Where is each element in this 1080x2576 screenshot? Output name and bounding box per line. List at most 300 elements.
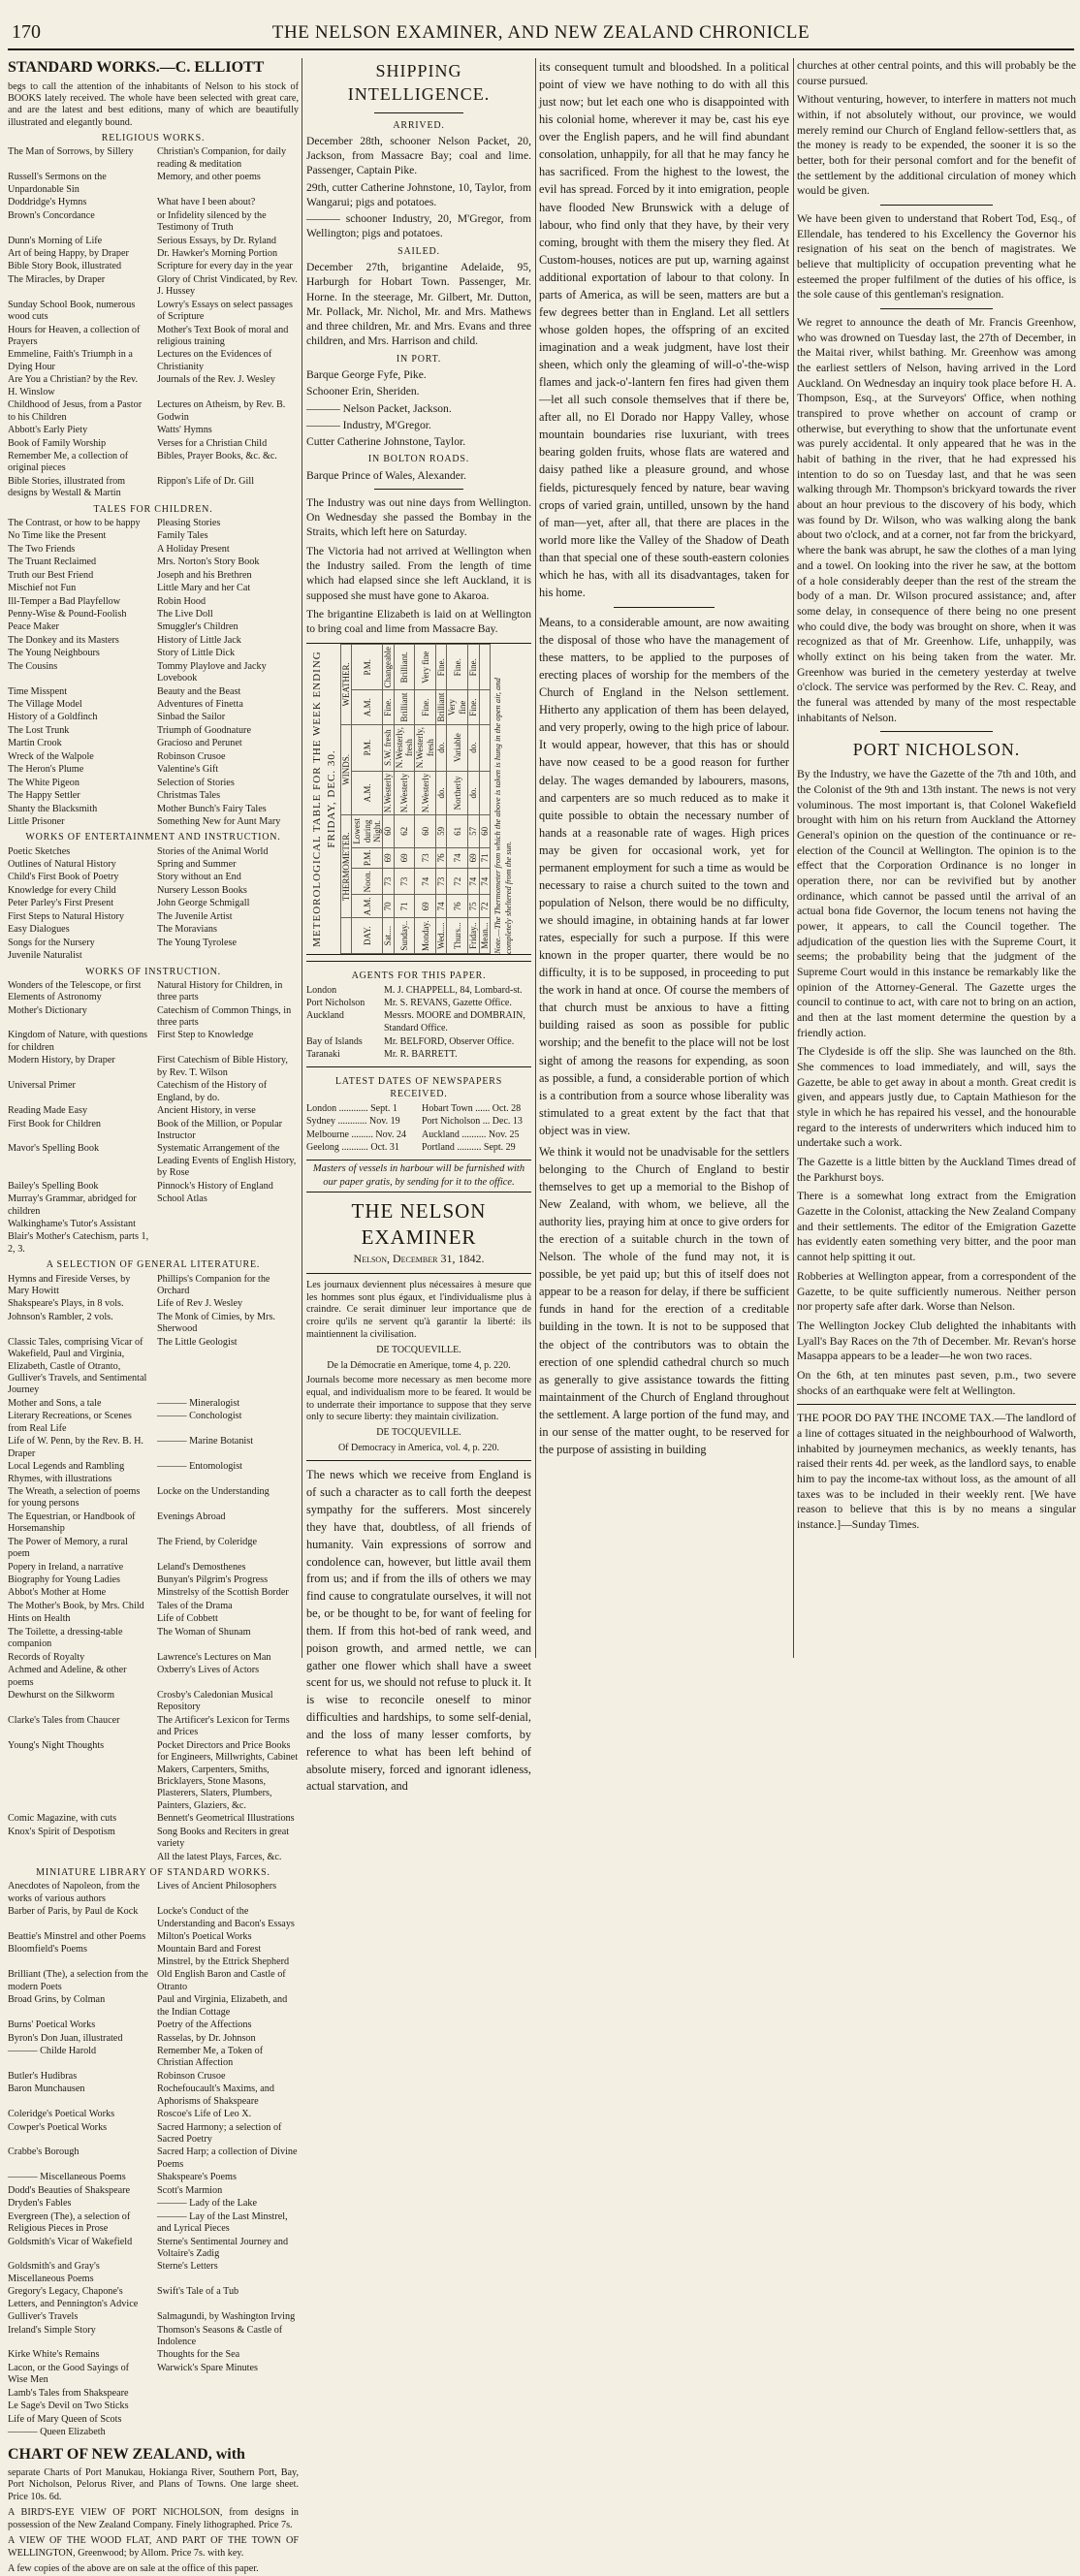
list-entry: Little Prisoner xyxy=(8,815,65,827)
agents-box xyxy=(306,961,531,1061)
list-entry: The Monk of Cimies, by Mrs. Sherwood xyxy=(157,1311,275,1335)
list-entry: Reading Made Easy xyxy=(8,1105,88,1117)
table-cell: Very fine xyxy=(415,644,436,690)
arrived-heading: ARRIVED. xyxy=(393,119,445,131)
list-entry: Hours for Heaven, a collection of Prayers xyxy=(8,324,141,348)
list-entry xyxy=(157,1231,299,1256)
list-entry: Dodd's Beauties of Shakspeare xyxy=(8,2184,131,2196)
list-paragraph: ——— Industry, M'Gregor. xyxy=(306,418,431,431)
list-entry: Melbourne ......... Nov. 24 xyxy=(306,1129,406,1140)
list-entry: ——— Queen Elizabeth xyxy=(8,2427,106,2438)
list-entry: All the latest Plays, Farces, &c. xyxy=(157,1851,282,1862)
list-entry: The Friend, by Coleridge xyxy=(157,1536,257,1547)
list-entry: The Contrast, or how to be happy xyxy=(8,517,141,528)
list-entry: Mother and Sons, a tale xyxy=(8,1397,102,1409)
list-entry: The Power of Memory, a rural poem xyxy=(8,1536,128,1560)
list-entry: Pocket Directors and Price Books for Engineers, Millwrights, Cabinet Makers, Carpenters, Smiths, Bricklayers, Stone Masons, Plasterers, Slaters, Plumbers, Painters, Glaziers, &c. xyxy=(157,1739,299,1811)
list-entry: Truth our Best Friend xyxy=(8,569,94,581)
table-cell: do. xyxy=(436,724,447,771)
list-entry: Sacred Harmony; a selection of Sacred Poetry xyxy=(157,2121,282,2146)
table-cell: Sunday.. xyxy=(394,917,415,953)
list-entry: Old English Baron and Castle of Otranto xyxy=(157,1969,286,1992)
divider xyxy=(306,1273,531,1274)
list-entry: Brilliant (The), a selection from the modern Poets xyxy=(8,1969,148,1992)
meteo-header-row xyxy=(352,644,383,953)
table-row xyxy=(383,644,394,953)
list-entry: Popery in Ireland, a narrative xyxy=(8,1561,124,1573)
table-cell: 57 xyxy=(468,814,479,846)
list-entry: Local Legends and Rambling Rhymes, with illustrations xyxy=(8,1461,125,1484)
plan-text: A VIEW OF THE WOOD FLAT, AND PART OF THE TOWN OF WELLINGTON, Greenwood; by Allom. Price 7s. with key. xyxy=(8,2535,299,2559)
list-entry: Childhood of Jesus, from a Pastor to his Children xyxy=(8,399,143,423)
list-entry: Sterne's Letters xyxy=(157,2261,218,2273)
port-nicholson-paragraph-2: The Clydeside is off the slip. She was launched on the 8th. She commences to load immediately, and will, says the Gazette, be able to get away in about a month. Great credit is given, and appears justly due, to Captain Mathieson for the style in which he has repaired his vessel, and the honourable regard to the interests of underwriters which induced him to undertake such a work. xyxy=(797,1045,1076,1150)
list-entry xyxy=(157,2427,299,2438)
list-entry: Mrs. Norton's Story Book xyxy=(157,557,260,568)
port-nicholson-paragraph-7: On the 6th, at ten minutes past seven, p.m., two severe shocks of an earthquake were felt at Wellington. xyxy=(797,1368,1076,1397)
agent-place: Bay of Islands xyxy=(306,1035,363,1047)
list-entry: Blair's Mother's Catechism, parts 1, 2, 3. xyxy=(8,1231,149,1255)
list-entry: Life of Cobbett xyxy=(157,1613,218,1625)
list-entry: Lamb's Tales from Shakspeare xyxy=(8,2387,129,2399)
list-entry: Something New for Aunt Mary xyxy=(157,815,281,827)
list-entry: Burns' Poetical Works xyxy=(8,2019,96,2031)
list-entry: Stories of the Animal World xyxy=(157,845,269,857)
agent-name: Messrs. MOORE and DOMBRAIN, Standard Office. xyxy=(384,1010,525,1034)
list-entry: Lowry's Essays on select passages of Scripture xyxy=(157,299,293,323)
table-cell: do. xyxy=(468,771,479,815)
list-paragraph: December 28th, schooner Nelson Packet, 20, Jackson, from Massacre Bay; coal and lime. Passenger, Captain Pike. xyxy=(306,134,531,177)
list-entry: Verses for a Christian Child xyxy=(157,437,268,449)
table-cell: 61 xyxy=(447,814,468,846)
list-entry: Christmas Tales xyxy=(157,790,221,802)
entertainment-heading: WORKS OF ENTERTAINMENT AND INSTRUCTION. xyxy=(25,832,281,843)
birdseye-text: A BIRD'S-EYE VIEW OF PORT NICHOLSON, from designs in possession of the New Zealand Company. Finely lithographed. Price 7s. xyxy=(8,2507,299,2530)
list-entry xyxy=(157,2401,299,2412)
list-entry: Beattie's Minstrel and other Poems xyxy=(8,1931,146,1943)
list-entry: Art of being Happy, by Draper xyxy=(8,247,129,259)
list-entry: Evenings Abroad xyxy=(157,1511,226,1522)
list-entry: Are You a Christian? by the Rev. H. Winslow xyxy=(8,374,139,398)
dates-list xyxy=(306,1102,531,1154)
list-entry: Ancient History, in verse xyxy=(157,1105,256,1117)
table-cell: Northerly xyxy=(447,771,468,815)
list-entry: Song Books and Reciters in great variety xyxy=(157,1826,290,1850)
list-entry: Lacon, or the Good Sayings of Wise Men xyxy=(8,2362,130,2386)
table-cell: Sat.... xyxy=(383,917,394,953)
list-entry: Mavor's Spelling Book xyxy=(8,1143,100,1155)
sailed-list xyxy=(306,260,531,349)
meteo-column-header: A.M. xyxy=(352,690,383,724)
list-entry: Family Tales xyxy=(157,530,208,542)
list-entry: Remember Me, a Token of Christian Affection xyxy=(157,2045,264,2069)
meteorological-table xyxy=(306,643,531,955)
meteorological-table-rotated xyxy=(306,644,531,954)
list-entry: Juvenile Naturalist xyxy=(8,950,82,962)
quote-french: Les journaux deviennent plus nécessaires à mesure que les hommes sont plus égaux, et l'individualisme plus à craindre. Ce serait diminuer leur importance que de croire qu'ils ne servent qu'à garantir la liberté: ils maintiennent la civilisation. xyxy=(306,1279,531,1340)
chart-text: separate Charts of Port Manukau, Hokianga River, Southern Port, Bay, Port Nicholson, Pelorus River, and Plans of Towns. One large sheet. Price 10s. 6d. xyxy=(8,2467,299,2502)
arrived-list xyxy=(306,134,531,241)
list-entry: The Live Doll xyxy=(157,608,213,620)
list-entry: The Two Friends xyxy=(8,543,76,555)
list-entry: The Truant Reclaimed xyxy=(8,557,97,568)
port-nicholson-paragraph-5: Robberies at Wellington appear, from a correspondent of the Gazette, to be quite sufficiently numerous. Neither person nor property safe after dark. Worse than Nelson. xyxy=(797,1269,1076,1314)
list-entry: London ............ Sept. 1 xyxy=(306,1103,397,1115)
table-cell: Variable xyxy=(447,724,468,771)
table-cell: Brilliant. xyxy=(394,644,415,690)
dateline: Nelson, December 31, 1842. xyxy=(353,1252,485,1266)
dates-title: LATEST DATES OF NEWSPAPERS RECEIVED. xyxy=(334,1075,503,1100)
table-row xyxy=(394,644,415,953)
editorial-paragraph-1: its consequent tumult and bloodshed. In a political point of view we have nothing to do with all this just now; but let each one who is disappointed with his colonial home, wherever it may be, cast his eye over the English papers, and he will find abundant consolation, unhappily, for all that he may fancy he has sacrificed. From the highest to the lowest, the evil has spread. Forced by it into emigration, people have flooded New Brunswick with a deluge of labour, who find only that they have, by their very coming, brought with them the misery they fled. At Custom-houses, notices are put up, warning against additional exportation of labour to that colony. In parts of America, as will be seen, matters are but a few degrees better than in England. Let all settlers whose golden hopes, the offspring of an excited imagination and a weak judgment, have lost their sheen, which only the gleaming of will-o'-the-wisp flames and jack-o'-lantern fen fires had given them—let all such console themselves that if there be, after all, no El Dorado nor Happy Valley, whose mountain boundaries rise luxuriant, with trees bearing golden fruits, whose flats are watered and daisy pathed like a pleasure ground, and whose fields, picturesquely fenced by nature, bear waving crops of varied grain, untilled, unsown by the hand of man—yet, after all, that there are places in the world more like the Valley of the Shadow of Death than that special one of these south-eastern colonies which he has, with all its disadvantages, taken for his home. xyxy=(539,60,789,599)
list-entry: Valentine's Gift xyxy=(157,764,219,776)
list-entry: Catechism of Common Things, in three parts xyxy=(157,1004,292,1029)
list-entry: Mother's Dictionary xyxy=(8,1004,87,1016)
table-cell: 73 xyxy=(415,847,436,869)
list-entry: Bible Story Book, illustrated xyxy=(8,261,122,272)
table-row xyxy=(468,644,479,953)
list-entry: The Young Tyrolese xyxy=(157,937,238,948)
list-entry: Book of Family Worship xyxy=(8,437,107,449)
list-entry: Knox's Spirit of Despotism xyxy=(8,1826,115,1837)
news-paragraph-1: churches at other central points, and this will probably be the course pursued. xyxy=(797,59,1076,87)
table-cell: 69 xyxy=(468,847,479,869)
list-entry: Swift's Tale of a Tub xyxy=(157,2286,239,2298)
list-entry xyxy=(8,1852,149,1863)
poor-tax-paragraph xyxy=(797,1411,1076,1532)
list-entry: Port Nicholson ... Dec. 13 xyxy=(422,1116,523,1128)
list-entry: Beauty and the Beast xyxy=(157,685,241,697)
table-cell: Very fine xyxy=(447,690,468,724)
meteo-column-header: P.M. xyxy=(352,724,383,771)
agent-name: Mr. S. REVANS, Gazette Office. xyxy=(384,997,512,1008)
divider xyxy=(880,308,992,309)
divider xyxy=(306,1460,531,1461)
agent-name: M. J. CHAPPELL, 84, Lombard-st. xyxy=(384,984,523,996)
list-entry: Mountain Bard and Forest Minstrel, by the Ettrick Shepherd xyxy=(157,1944,290,1967)
list-entry: Triumph of Goodnature xyxy=(157,724,251,736)
list-entry: Bailey's Spelling Book xyxy=(8,1180,99,1192)
list-entry: Journals of the Rev. J. Wesley xyxy=(157,374,275,386)
meteo-body xyxy=(383,644,490,953)
list-entry: The Woman of Shunam xyxy=(157,1626,251,1638)
list-entry: First Steps to Natural History xyxy=(8,910,124,922)
agents-list xyxy=(306,984,531,1061)
list-entry: The Mother's Book, by Mrs. Child xyxy=(8,1600,144,1611)
divider xyxy=(374,489,464,490)
list-entry: Goldsmith's Vicar of Wakefield xyxy=(8,2236,133,2247)
list-entry: ——— Conchologist xyxy=(157,1411,242,1422)
list-entry: Wreck of the Walpole xyxy=(8,750,94,762)
list-entry: Time Misspent xyxy=(8,685,68,697)
list-entry: Crabbe's Borough xyxy=(8,2147,79,2158)
divider xyxy=(614,607,714,608)
list-entry: Pleasing Stories xyxy=(157,517,221,528)
list-entry: Byron's Don Juan, illustrated xyxy=(8,2032,123,2044)
table-row xyxy=(436,644,447,953)
quote-english-author: DE TOCQUEVILLE. xyxy=(376,1427,461,1439)
list-entry: Dewhurst on the Silkworm xyxy=(8,1689,115,1701)
list-entry: Scott's Marmion xyxy=(157,2184,223,2196)
list-entry: Gulliver's Travels xyxy=(8,2311,79,2323)
list-entry: Bennett's Geometrical Illustrations xyxy=(157,1813,295,1825)
quote-english: Journals become more necessary as men become more equal, and individualism more to be feared. It would be to underrate their importance to suppose that they serve only to secure liberty: they maintain civilization. xyxy=(306,1375,531,1423)
masters-notice: Masters of vessels in harbour will be furnished with our paper gratis, by sending for it to the office. xyxy=(306,1160,531,1193)
list-entry: Systematic Arrangement of the Leading Events of English History, by Rose xyxy=(157,1143,297,1179)
list-entry: Christian's Companion, for daily reading & meditation xyxy=(157,146,287,170)
list-entry: Wonders of the Telescope, or first Elements of Astronomy xyxy=(8,979,142,1003)
poor-tax-title: THE POOR DO PAY THE INCOME TAX. xyxy=(797,1412,995,1425)
table-cell: 60 xyxy=(479,814,490,846)
table-cell: 76 xyxy=(447,894,468,917)
list-entry: Auckland .......... Nov. 25 xyxy=(422,1129,520,1140)
list-entry: Sunday School Book, numerous wood cuts xyxy=(8,299,136,323)
list-entry: The Toilette, a dressing-table companion xyxy=(8,1626,123,1650)
table-cell: Fine. xyxy=(468,690,479,724)
list-entry: Hints on Health xyxy=(8,1613,71,1625)
tales-heading: TALES FOR CHILDREN. xyxy=(93,503,213,515)
list-entry: Classic Tales, comprising Vicar of Wakefield, Paul and Virginia, Elizabeth, Castle of Otranto, Gulliver's Travels, and Sentimental Journey xyxy=(8,1336,147,1396)
list-entry: Roscoe's Life of Leo X. xyxy=(157,2109,252,2120)
list-entry: No Time like the Present xyxy=(8,530,107,542)
list-entry: Rochefoucault's Maxims, and Aphorisms of Shakspeare xyxy=(157,2083,274,2107)
victoria-paragraph: The Victoria had not arrived at Wellington when the Industry sailed. From the length of time which had elapsed since she left Auckland, it is supposed she must have gone to Akaroa. xyxy=(306,544,531,602)
quote-english-source: Of Democracy in America, vol. 4, p. 220. xyxy=(337,1443,500,1454)
list-entry: Peter Parley's First Present xyxy=(8,898,114,909)
table-cell: Monday. xyxy=(415,917,436,953)
list-entry: Abbot's Mother at Home xyxy=(8,1587,107,1599)
list-entry: Penny-Wise & Pound-Foolish xyxy=(8,608,127,620)
table-cell xyxy=(479,644,490,690)
list-paragraph: Cutter Catherine Johnstone, Taylor. xyxy=(306,435,466,449)
table-cell: 74 xyxy=(436,894,447,917)
sailed-heading: SAILED. xyxy=(397,245,440,257)
list-entry: Coleridge's Poetical Works xyxy=(8,2109,115,2120)
table-cell: N.Westerly xyxy=(383,771,394,815)
list-entry: Rasselas, by Dr. Johnson xyxy=(157,2032,256,2044)
list-entry: The Cousins xyxy=(8,660,58,672)
list-entry: Poetic Sketches xyxy=(8,845,71,857)
list-entry: Sterne's Sentimental Journey and Voltaire's Zadig xyxy=(157,2236,289,2259)
quote-french-author: DE TOCQUEVILLE. xyxy=(376,1344,461,1355)
list-entry: Leland's Demosthenes xyxy=(157,1561,246,1573)
table-cell: 74 xyxy=(447,847,468,869)
meteo-column-header: P.M. xyxy=(352,847,383,869)
agent-name: Mr. BELFORD, Observer Office. xyxy=(384,1035,515,1047)
list-entry: What have I been about? xyxy=(157,197,256,208)
instruction-list xyxy=(8,980,299,1256)
list-entry: Russell's Sermons on the Unpardonable Sin xyxy=(8,172,107,195)
meteo-column-header: A.M. xyxy=(352,894,383,917)
divider xyxy=(374,112,464,113)
agent-row xyxy=(306,1035,531,1048)
list-entry: Baron Munchausen xyxy=(8,2083,85,2095)
list-entry: Locke on the Understanding xyxy=(157,1485,270,1497)
page-number: 170 xyxy=(12,21,41,43)
list-entry: Scripture for every day in the year xyxy=(157,261,293,272)
list-entry: Little Mary and her Cat xyxy=(157,583,251,594)
list-entry: The Man of Sorrows, by Sillery xyxy=(8,146,134,158)
list-entry: Anecdotes of Napoleon, from the works of various authors xyxy=(8,1881,141,1904)
list-entry: Lives of Ancient Philosophers xyxy=(157,1881,277,1892)
list-entry: Ill-Temper a Bad Playfellow xyxy=(8,595,121,607)
divider xyxy=(880,205,992,206)
list-entry: The Moravians xyxy=(157,924,217,936)
table-cell: Brilliant xyxy=(394,690,415,724)
table-cell: Fine. xyxy=(436,644,447,690)
editorial-paragraph-3: We think it would not be unadvisable for the settlers belonging to the Church of England to bestir themselves to get up a memorial to the Bishop of New Zealand, with whom, we believe, all the authority lies, praying him at once to give orders for the erection of a suitable church in the town of Nelson. The whole of the fund may not, it is possible, be yet paid up; but this of itself does not appear to be a reason for delay, if there be sufficient funds in hand for the erection of a creditable building in the town. It is not to be supposed that the object of the contributors was to obtain the erection of one splendid cathedral church so much as generally to give assistance towards the fitting maintainment of the Church of England throughout the settlement. A large portion of the fund may, and in our sense of the matter ought, to be reserved for the purpose of assisting in building xyxy=(539,1144,789,1456)
table-cell: Fine. xyxy=(468,644,479,690)
list-entry: Selection of Stories xyxy=(157,777,235,788)
list-entry: ——— Entomologist xyxy=(157,1461,243,1473)
table-cell xyxy=(479,771,490,815)
list-entry: Bloomfield's Poems xyxy=(8,1944,87,1956)
religious-list xyxy=(8,146,299,499)
list-entry: Paul and Virginia, Elizabeth, and the Indian Cottage xyxy=(157,1994,288,2018)
agent-place: London xyxy=(306,984,337,996)
table-cell: Fine. xyxy=(447,644,468,690)
leader-paragraph: The news which we receive from England is of such a character as to call forth the deepest sympathy for the sufferers. Most sincerely they have that, doubtless, of all friends of humanity. Vain expressions of sorrow and condolence can, however, but little avail them from us; and if from the ills of others we may find cause to congratulate ourselves, it will not be, or be thought to be, for want of feeling for them. If from this hot-bed of rank weed, and poison growth, and armed nettle, we can gather one flower which shall have a sweet scent for us, we should not refuse to pluck it. It is wise to reconcile oneself to minor difficulties and hardships, to some self-denial, and the loss of many lesser comforts, by reference to what has been left behind of absolute misery, forced and ignorant idleness, actual starvation, and xyxy=(306,1468,531,1794)
list-entry: Geelong ........... Oct. 31 xyxy=(306,1141,399,1153)
list-entry: ——— Marine Botanist xyxy=(157,1436,254,1447)
list-entry: Nursery Lesson Books xyxy=(157,884,247,896)
divider xyxy=(880,731,992,732)
list-entry: Joseph and his Brethren xyxy=(157,569,252,581)
chart-advert xyxy=(8,2445,299,2576)
list-entry: Hymns and Fireside Verses, by Mary Howitt xyxy=(8,1273,131,1296)
agent-place: Taranaki xyxy=(306,1048,340,1060)
agent-row xyxy=(306,984,531,997)
list-entry: Shakspeare's Plays, in 8 vols. xyxy=(8,1298,124,1310)
list-entry: A Holiday Present xyxy=(157,543,230,555)
list-paragraph: 29th, cutter Catherine Johnstone, 10, Taylor, from Wangarui; pigs and potatoes. xyxy=(306,180,531,208)
list-entry: Comic Magazine, with cuts xyxy=(8,1813,117,1825)
meteo-column-header: A.M. xyxy=(352,771,383,815)
list-entry: Goldsmith's and Gray's Miscellaneous Poems xyxy=(8,2261,100,2284)
list-entry: The Village Model xyxy=(8,699,82,711)
table-cell: Fine. xyxy=(415,690,436,724)
list-entry: Biography for Young Ladies xyxy=(8,1574,121,1586)
port-nicholson-title: PORT NICHOLSON. xyxy=(852,740,1021,760)
table-cell: Brilliant xyxy=(436,690,447,724)
table-cell: 72 xyxy=(479,894,490,917)
advert-intro: begs to call the attention of the inhabitants of Nelson to his stock of BOOKS lately received. The whole have been selected with great care, and are the latest and best editions, many of which are beautifully illustrated and elegantly bound. xyxy=(8,80,299,128)
table-cell: 69 xyxy=(383,847,394,869)
column-rule xyxy=(793,58,794,1658)
table-cell: 62 xyxy=(394,814,415,846)
list-entry: Minstrelsy of the Scottish Border xyxy=(157,1587,289,1599)
meteo-group-thermometer: THERMOMETER. xyxy=(341,814,352,917)
list-entry: Achmed and Adeline, & other poems xyxy=(8,1665,127,1688)
list-entry: Mischief not Fun xyxy=(8,583,77,594)
list-entry: The Miracles, by Draper xyxy=(8,273,106,285)
list-entry: History of Little Jack xyxy=(157,634,241,646)
list-entry: First Step to Knowledge xyxy=(157,1030,254,1041)
list-entry: John George Schmigall xyxy=(157,898,250,909)
list-entry: Young's Night Thoughts xyxy=(8,1739,105,1751)
editorial-column xyxy=(539,58,789,1666)
list-entry: Tommy Playlove and Jacky Lovebook xyxy=(157,660,267,684)
table-cell: N.Westerly, fresh xyxy=(394,724,415,771)
table-cell: Thurs... xyxy=(447,917,468,953)
list-entry: Adventures of Finetta xyxy=(157,699,243,711)
list-entry: Dunn's Morning of Life xyxy=(8,235,103,246)
port-nicholson-paragraph-4: There is a somewhat long extract from the Emigration Gazette in the Colonist, attacking the New Zealand Company and their settlements. The editor of the Emigration Gazette has evidently eaten something very bitter, and the poor man cannot help spitting it out. xyxy=(797,1190,1076,1264)
list-entry: Tales of the Drama xyxy=(157,1600,233,1611)
list-entry: Locke's Conduct of the Understanding and Bacon's Essays xyxy=(157,1906,295,1929)
divider xyxy=(797,1404,1076,1405)
miniature-heading: MINIATURE LIBRARY OF STANDARD WORKS. xyxy=(36,1867,270,1879)
shipping-column xyxy=(306,58,531,1794)
table-row xyxy=(479,644,490,953)
list-entry: The White Pigeon xyxy=(8,777,79,788)
instruction-heading: WORKS OF INSTRUCTION. xyxy=(85,966,221,977)
agent-place: Auckland xyxy=(306,1010,344,1022)
table-cell: 72 xyxy=(447,868,468,894)
list-entry: Evergreen (The), a selection of Religious Pieces in Prose xyxy=(8,2210,131,2235)
list-paragraph: ——— Nelson Packet, Jackson. xyxy=(306,401,452,415)
list-entry: First Book for Children xyxy=(8,1118,101,1129)
list-entry: Bunyan's Pilgrim's Progress xyxy=(157,1574,269,1586)
list-entry: Sacred Harp; a collection of Divine Poems xyxy=(157,2147,298,2170)
list-entry xyxy=(157,1219,299,1230)
table-cell: Fine. xyxy=(383,690,394,724)
list-entry: History of a Goldfinch xyxy=(8,712,98,723)
list-entry: ——— Childe Harold xyxy=(8,2045,97,2056)
list-entry: Butler's Hudibras xyxy=(8,2070,78,2082)
list-paragraph: ——— schooner Industry, 20, M'Gregor, from Wellington; pigs and potatoes. xyxy=(306,212,531,240)
table-cell: do. xyxy=(436,771,447,815)
list-entry: Thomson's Seasons & Castle of Indolence xyxy=(157,2324,283,2348)
table-cell xyxy=(479,690,490,724)
meteo-group-winds: WINDS. xyxy=(341,724,352,814)
list-entry: Songs for the Nursery xyxy=(8,937,95,948)
list-entry: Literary Recreations, or Scenes from Real Life xyxy=(8,1411,132,1434)
dates-box xyxy=(306,1066,531,1154)
meteo-group-day xyxy=(341,917,352,953)
list-entry: Knowledge for every Child xyxy=(8,884,116,896)
list-entry: Kingdom of Nature, with questions for children xyxy=(8,1030,148,1053)
editorial-paragraph-2: Means, to a considerable amount, are now awaiting the disposal of those who have the management of these matters, to be applied to the purposes of erecting places of worship for the members of the Church of England in the Nelson settlement. Hitherto any application of them has been delayed, and very properly, owing to the high price of labour. It would appear, however, that this has or should have now ceased to be a good reason for further delay. The wages demanded by labourers, masons, and carpenters are so much reduced as to make it quite possible to obtain the necessary number of hands at a reasonable rate of wages. High prices may be given for occasional work, yet for permanent employment for such a time as would be necessary to raise a church suited to the town and population of Nelson, there would be no difficulty, we should imagine, in obtaining hands at far lower rates, especially for such a purpose. If this were known in the proper quarter, there would be no difficulty, it is to be supposed, in proceeding to put the work in hand at once. Of course the members of that church must be anxious to have a fitting building raised as soon as possible for public worship; and the benefit to the place will not be lost sight of among the reasons for expending, as soon as possible, a fund, a considerable portion of which is a contribution from a source whose liberality was stimulated to a great extent by the fact that that object was in view. xyxy=(539,615,789,1137)
list-entry: Salmagundi, by Washington Irving xyxy=(157,2311,296,2323)
table-cell: 74 xyxy=(468,868,479,894)
table-cell: 60 xyxy=(383,814,394,846)
list-entry: ——— Miscellaneous Poems xyxy=(8,2172,126,2183)
list-entry: Gracioso and Perunet xyxy=(157,738,242,749)
list-entry: Mother's Text Book of moral and religious training xyxy=(157,324,289,348)
table-row xyxy=(415,644,436,953)
paper-title: THE NELSON EXAMINER xyxy=(351,1198,487,1250)
list-entry: Barber of Paris, by Paul de Kock xyxy=(8,1906,139,1918)
list-entry: Serious Essays, by Dr. Ryland xyxy=(157,235,276,246)
general-list xyxy=(8,1274,299,1864)
list-entry: Le Sage's Devil on Two Sticks xyxy=(8,2401,129,2412)
list-entry: The Artificer's Lexicon for Terms and Prices xyxy=(157,1714,290,1738)
list-entry: ——— Lady of the Lake xyxy=(157,2198,257,2210)
list-entry: Smuggler's Children xyxy=(157,621,238,633)
list-entry: The Donkey and its Masters xyxy=(8,634,119,646)
list-entry: Bibles, Prayer Books, &c. &c. xyxy=(157,450,277,461)
list-entry: Records of Royalty xyxy=(8,1651,85,1663)
advert-column xyxy=(8,58,299,2575)
table-cell: 71 xyxy=(394,894,415,917)
list-entry: Kirke White's Remains xyxy=(8,2349,100,2361)
inport-list xyxy=(306,367,531,449)
list-entry: Catechism of the History of England, by do. xyxy=(157,1080,268,1103)
table-cell: Wed..... xyxy=(436,917,447,953)
list-entry xyxy=(157,2388,299,2400)
list-entry: The Equestrian, or Handbook of Horsemanship xyxy=(8,1511,136,1535)
